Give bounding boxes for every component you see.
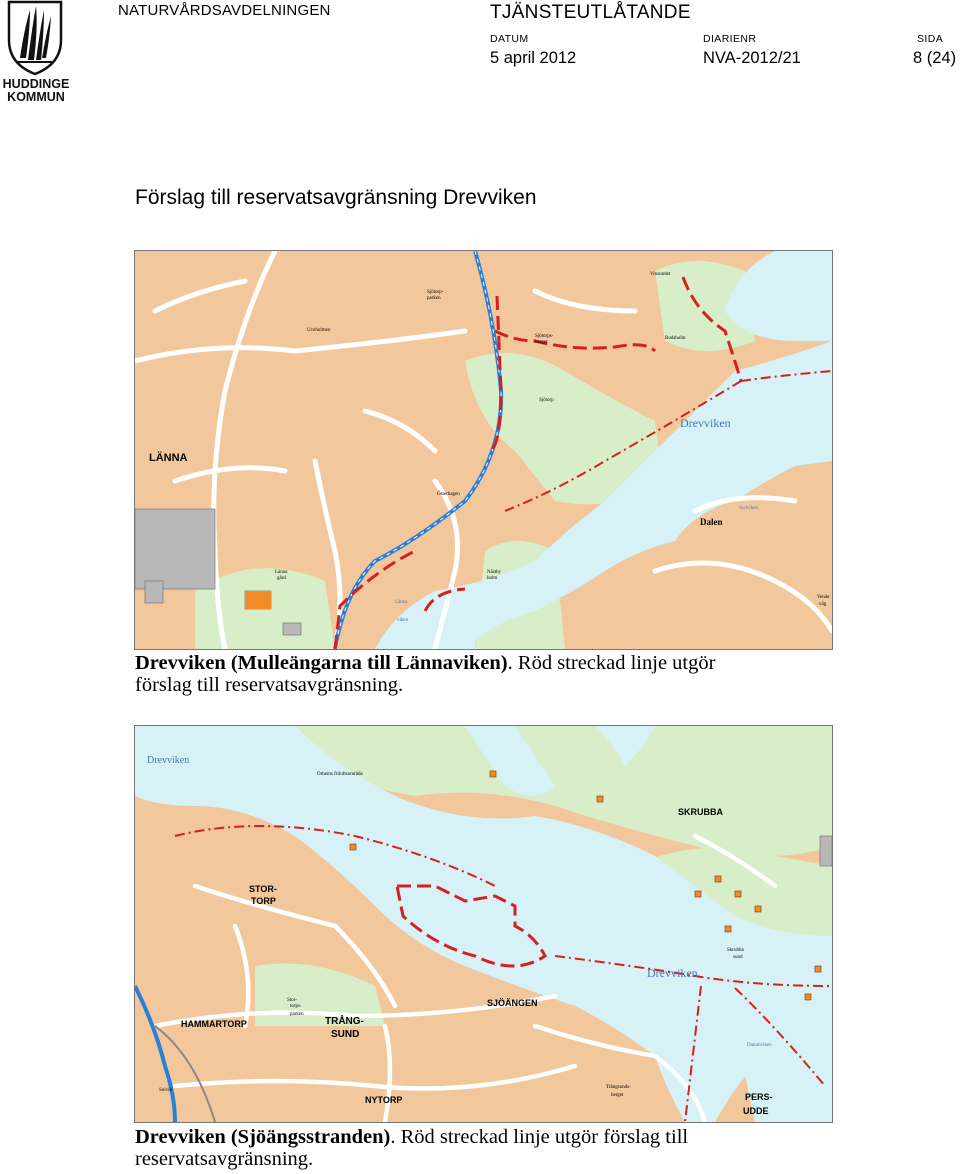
label-lanna-gard-1: Länna bbox=[275, 570, 288, 575]
caption2-line2: reservatsavgränsning. bbox=[135, 1148, 314, 1170]
diarienr-value: NVA-2012/21 bbox=[703, 49, 801, 67]
page-label: SIDA bbox=[917, 33, 944, 45]
label-sjotorps-berget-2: berget bbox=[535, 340, 548, 345]
diarienr-label: DIARIENR bbox=[703, 33, 757, 45]
label-osterhagen: Österhagen bbox=[437, 492, 460, 497]
label-nytorp: NYTORP bbox=[365, 1095, 403, 1105]
label-persudde-1: PERS- bbox=[745, 1092, 773, 1102]
huddinge-kommun-logo bbox=[2, 0, 70, 106]
label-uveholmen: Uveholmen bbox=[307, 328, 331, 333]
label-stortorps-parken-2: torps- bbox=[290, 1004, 302, 1009]
page-value: 8 (24) bbox=[913, 49, 957, 67]
label-lanna-viken-2: viken bbox=[397, 618, 409, 623]
label-skrubba: SKRUBBA bbox=[678, 807, 723, 817]
date-label: DATUM bbox=[490, 33, 529, 45]
label-stortorp-1: STOR- bbox=[249, 884, 277, 894]
caption1-line2: förslag till reservatsavgränsning. bbox=[135, 674, 404, 696]
caption-map1 bbox=[135, 652, 715, 696]
label-stortorps-parken-3: parken bbox=[290, 1012, 304, 1017]
date-value: 5 april 2012 bbox=[490, 49, 577, 67]
label-sjotorps-berget-1: Sjötorps- bbox=[535, 334, 554, 339]
map-mulleangarna-lannaviken bbox=[134, 250, 833, 650]
coat-of-arms-icon bbox=[6, 0, 64, 76]
department-name: NATURVÅRDSAVDELNINGEN bbox=[118, 2, 331, 19]
label-sjoangen: SJÖÄNGEN bbox=[487, 998, 538, 1008]
label-nastby-holm-1: Nästby bbox=[487, 570, 502, 575]
label-dalen: Dalen bbox=[700, 517, 723, 527]
label-sydviken: Sydviken bbox=[739, 506, 758, 511]
label-orhems-friluftsomrade: Orhems friluftsområde bbox=[317, 772, 363, 777]
label-skrubba-sund-2: sund bbox=[733, 955, 743, 960]
label-drevviken: Drevviken bbox=[680, 416, 731, 430]
label-vinsundet: Vinsundet bbox=[650, 272, 671, 277]
label-nastby-holm-2: holm bbox=[487, 576, 498, 581]
label-skrubba-sund-1: Skrubba bbox=[727, 948, 744, 953]
label-drevviken-top: Drevviken bbox=[147, 755, 190, 766]
caption2-bold: Drevviken (Sjöängsstranden) bbox=[135, 1126, 391, 1148]
label-stortorp-2: TORP bbox=[251, 896, 276, 906]
label-vende-vag-1: Vende bbox=[817, 595, 830, 600]
document-type: TJÄNSTEUTLÅTANDE bbox=[490, 2, 691, 23]
label-sjotorp-parken-1: Sjötorp- bbox=[427, 290, 444, 295]
label-hammartorp: HAMMARTORP bbox=[181, 1019, 247, 1029]
label-trangsunds-berget-1: Trångsunds- bbox=[606, 1085, 631, 1090]
logo-text-line2: KOMMUN bbox=[7, 90, 65, 104]
page-title: Förslag till reservatsavgränsning Drevviken bbox=[135, 186, 537, 209]
label-sjotorp-parken-2: parken bbox=[427, 296, 441, 301]
caption-map2 bbox=[135, 1126, 688, 1170]
label-stortorps-parken-1: Stor- bbox=[287, 998, 297, 1003]
label-vende-vag-2: väg bbox=[819, 602, 827, 607]
label-trangsunds-berget-2: berget bbox=[611, 1093, 624, 1098]
logo-text-line1: HUDDINGE bbox=[2, 77, 70, 91]
label-sjotorp: Sjötorp bbox=[539, 398, 554, 403]
caption1-rest: . Röd streckad linje utgör bbox=[507, 652, 716, 674]
label-solvik: Solvik bbox=[159, 1088, 173, 1093]
label-lanna-gard-2: gård bbox=[277, 576, 286, 581]
label-lanna-viken-1: Länna bbox=[395, 600, 408, 605]
label-trangsund-2: SUND bbox=[331, 1029, 360, 1040]
label-persudde-2: UDDE bbox=[743, 1106, 769, 1116]
map-sjoangsstranden bbox=[134, 725, 833, 1123]
label-trangsund-1: TRÅNG- bbox=[325, 1016, 364, 1027]
label-drevviken-mid: Drevviken bbox=[647, 966, 698, 980]
label-rudsholm: Rudsholm bbox=[665, 336, 686, 341]
caption2-rest: . Röd streckad linje utgör förslag till bbox=[390, 1126, 689, 1148]
label-dammviken: Dammviken bbox=[747, 1043, 772, 1048]
label-lanna: LÄNNA bbox=[149, 452, 188, 464]
caption1-bold: Drevviken (Mulleängarna till Lännaviken) bbox=[135, 652, 508, 674]
